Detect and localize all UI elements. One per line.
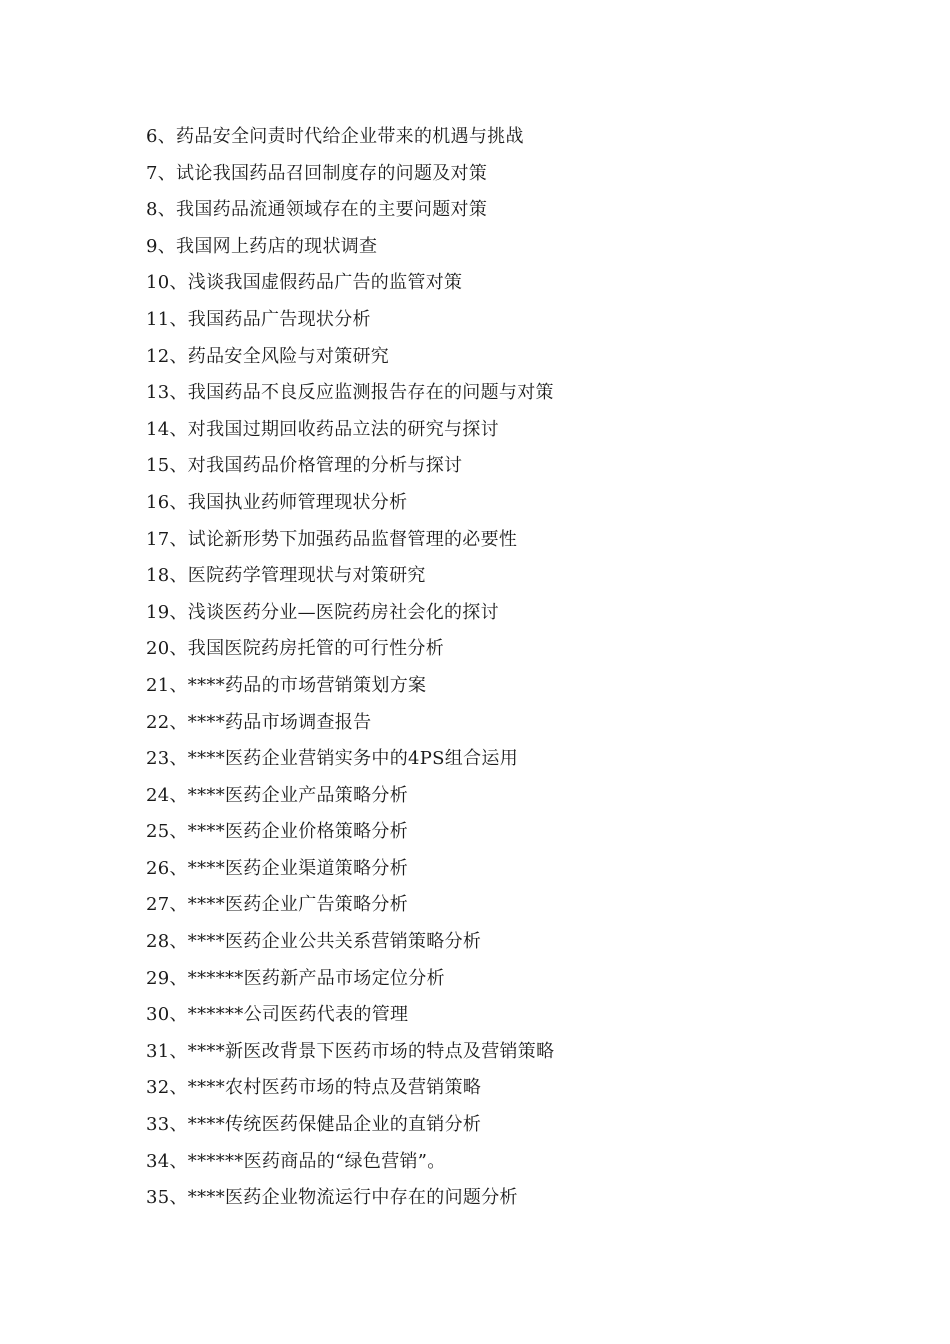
list-item: 19、浅谈医药分业—医院药房社会化的探讨 <box>146 601 499 623</box>
list-item: 21、****药品的市场营销策划方案 <box>146 674 427 696</box>
list-item: 18、医院药学管理现状与对策研究 <box>146 565 426 587</box>
list-item: 22、****药品市场调查报告 <box>146 711 372 733</box>
list-item: 16、我国执业药师管理现状分析 <box>146 491 408 513</box>
topic-list <box>146 119 554 1217</box>
list-item: 32、****农村医药市场的特点及营销策略 <box>146 1077 482 1099</box>
list-item: 25、****医药企业价格策略分析 <box>146 821 409 843</box>
list-item: 34、******医药商品的“绿色营销”。 <box>146 1150 446 1172</box>
list-item: 15、对我国药品价格管理的分析与探讨 <box>146 455 463 477</box>
list-item: 26、****医药企业渠道策略分析 <box>146 857 409 879</box>
list-item: 24、****医药企业产品策略分析 <box>146 784 409 806</box>
list-item: 17、试论新形势下加强药品监督管理的必要性 <box>146 528 518 550</box>
list-item: 20、我国医院药房托管的可行性分析 <box>146 638 445 660</box>
list-item: 28、****医药企业公共关系营销策略分析 <box>146 931 482 953</box>
list-item: 30、******公司医药代表的管理 <box>146 1004 409 1026</box>
list-item: 7、试论我国药品召回制度存的问题及对策 <box>146 162 488 184</box>
list-item: 12、药品安全风险与对策研究 <box>146 345 390 367</box>
list-item: 33、****传统医药保健品企业的直销分析 <box>146 1114 482 1136</box>
list-item: 29、******医药新产品市场定位分析 <box>146 967 445 989</box>
list-item: 9、我国网上药店的现状调查 <box>146 235 378 257</box>
list-item: 14、对我国过期回收药品立法的研究与探讨 <box>146 418 499 440</box>
list-item: 8、我国药品流通领域存在的主要问题对策 <box>146 199 488 221</box>
list-item: 35、****医药企业物流运行中存在的问题分析 <box>146 1187 518 1209</box>
list-item: 6、药品安全问责时代给企业带来的机遇与挑战 <box>146 126 524 147</box>
list-item: 23、****医药企业营销实务中的4PS组合运用 <box>146 748 518 770</box>
list-item: 13、我国药品不良反应监测报告存在的问题与对策 <box>146 382 554 404</box>
list-item: 27、****医药企业广告策略分析 <box>146 894 409 916</box>
list-item: 11、我国药品广告现状分析 <box>146 308 371 330</box>
list-item: 31、****新医改背景下医药市场的特点及营销策略 <box>146 1040 555 1062</box>
list-item: 10、浅谈我国虚假药品广告的监管对策 <box>146 272 463 294</box>
